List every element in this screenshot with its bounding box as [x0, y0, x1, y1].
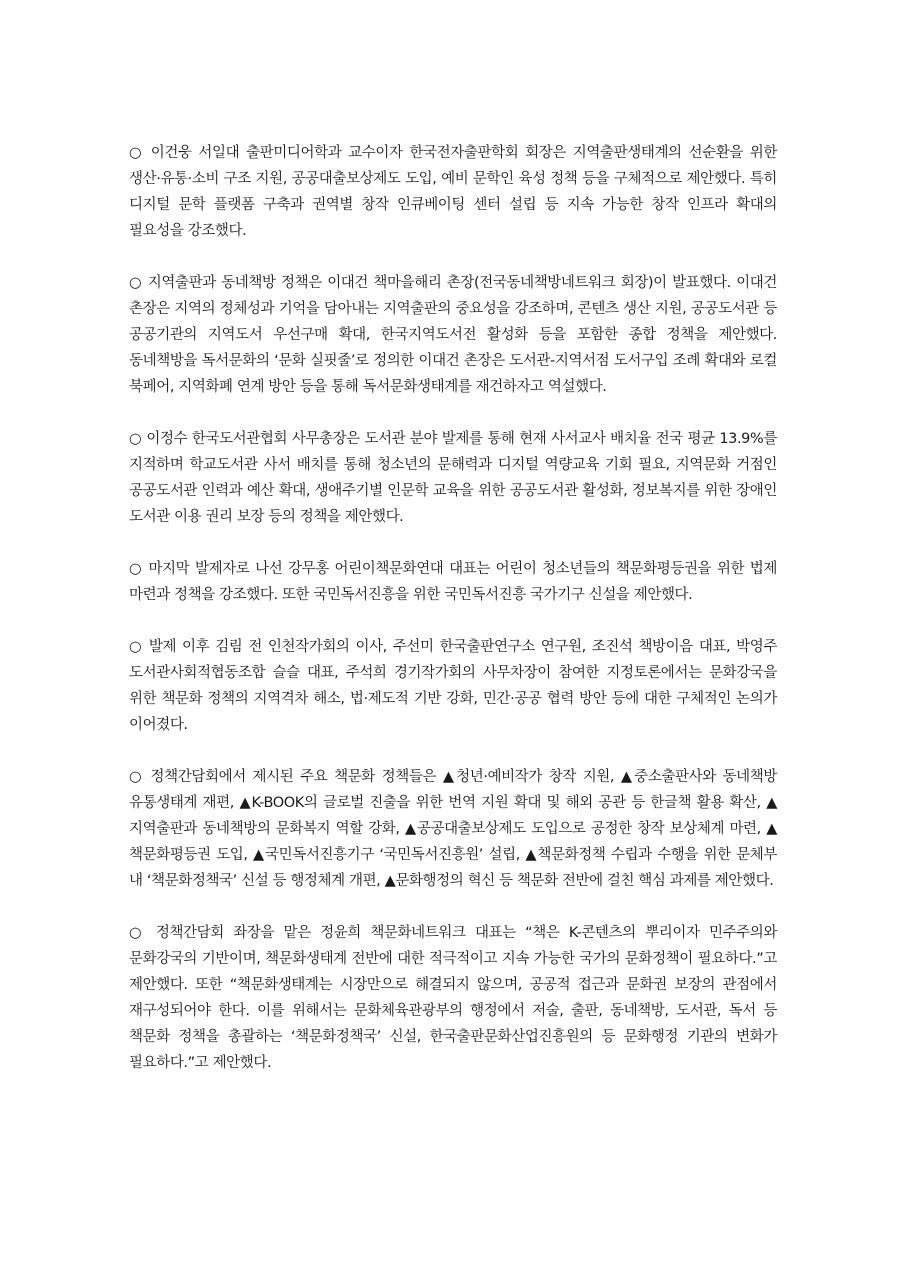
paragraph: ○ 정책간담회 좌장을 맡은 정윤희 책문화네트워크 대표는 “책은 K-콘텐츠의 뿌리이자 민주주의와 문화강국의 기반이며, 책문화생태계 전반에 대한 적극적이고 지속 가능한 국가의 문화정책이 필요하다.”고 제안했다. 또한 “책문화생태계는 시장만으로 해결되지 않으며, 공공적 접근과 문화권 보장의 관점에서 재구성되어야 한다. 이를 위해서는 문화체육관광부의 행정에서 저술, 출판, 동네책방, 도서관, 독서 등 책문화 정책을 총괄하는 ‘책문화정책국’ 신설, 한국출판문화산업진흥원의 등 문화행정 기관의 변화가 필요하다.”고 제안했다. [129, 925, 777, 1071]
paragraph: ○ 지역출판과 동네책방 정책은 이대건 책마을해리 촌장(전국동네책방네트워크 회장)이 발표했다. 이대건 촌장은 지역의 정체성과 기억을 담아내는 지역출판의 중요성을 강조하며, 콘텐츠 생산 지원, 공공도서관 등 공공기관의 지역도서 우선구매 확대, 한국지역도서전 활성화 등을 포함한 종합 정책을 제안했다. 동네책방을 독서문화의 ‘문화 실핏줄’로 정의한 이대건 촌장은 도서관-지역서점 도서구입 조례 확대와 로컬 북페어, 지역화폐 연계 방안 등을 통해 독서문화생태계를 재건하자고 역설했다. [129, 275, 777, 395]
document-body [129, 140, 777, 1102]
paragraph: ○ 마지막 발제자로 나선 강무홍 어린이책문화연대 대표는 어린이 청소년들의 책문화평등권을 위한 법제 마련과 정책을 강조했다. 또한 국민독서진흥을 위한 국민독서진흥 국가기구 신설을 제안했다. [129, 561, 777, 603]
paragraph: ○ 발제 이후 김림 전 인천작가회의 이사, 주선미 한국출판연구소 연구원, 조진석 책방이음 대표, 박영주 도서관사회적협동조합 슬슬 대표, 주석희 경기작가회의 사무차장이 참여한 지정토론에서는 문화강국을 위한 책문화 정책의 지역격차 해소, 법·제도적 기반 강화, 민간·공공 협력 방안 등에 대한 구체적인 논의가 이어졌다. [129, 639, 778, 733]
paragraph: ○ 이정수 한국도서관협회 사무총장은 도서관 분야 발제를 통해 현재 사서교사 배치율 전국 평균 13.9%를 지적하며 학교도서관 사서 배치를 통해 청소년의 문해력과 디지털 역량교육 기회 필요, 지역문화 거점인 공공도서관 인력과 예산 확대, 생애주기별 인문학 교육을 위한 공공도서관 활성화, 정보복지를 위한 장애인 도서관 이용 권리 보장 등의 정책을 제안했다. [129, 431, 777, 525]
paragraph: ○ 이건웅 서일대 출판미디어학과 교수이자 한국전자출판학회 회장은 지역출판생태계의 선순환을 위한 생산·유통·소비 구조 지원, 공공대출보상제도 도입, 예비 문학인 육성 정책 등을 구체적으로 제안했다. 특히 디지털 문학 플랫폼 구축과 권역별 창작 인큐베이팅 센터 설립 등 지속 가능한 창작 인프라 확대의 필요성을 강조했다. [129, 145, 777, 239]
paragraph: ○ 정책간담회에서 제시된 주요 책문화 정책들은 ▲청년·예비작가 창작 지원, ▲중소출판사와 동네책방 유통생태계 재편, ▲K-BOOK의 글로벌 진출을 위한 번역 지원 확대 및 해외 공관 등 한글책 활용 확산, ▲지역출판과 동네책방의 문화복지 역할 강화, ▲공공대출보상제도 도입으로 공정한 창작 보상체계 마련, ▲책문화평등권 도입, ▲국민독서진흥기구 ‘국민독서진흥원’ 설립, ▲책문화정책 수립과 수행을 위한 문체부 내 ‘책문화정책국’ 신설 등 행정체계 개편, ▲문화행정의 혁신 등 책문화 전반에 걸친 핵심 과제를 제안했다. [129, 769, 777, 889]
